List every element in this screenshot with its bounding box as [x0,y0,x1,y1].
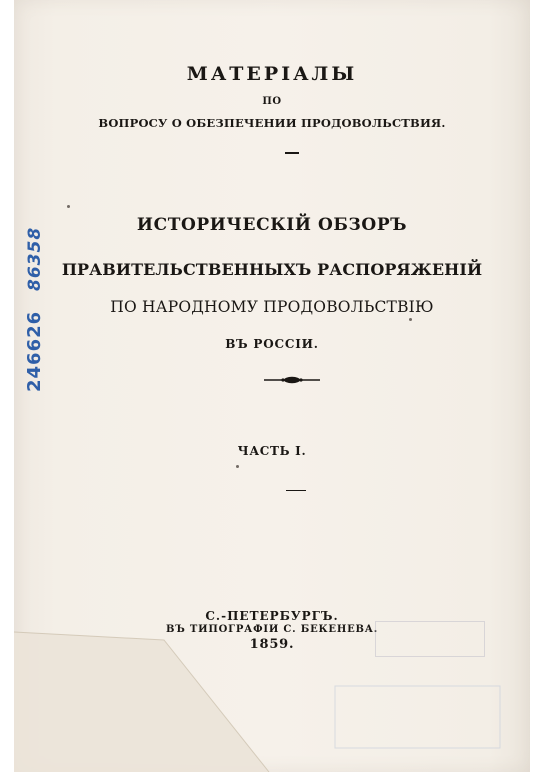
paper-speck [236,465,239,468]
paper-speck [409,318,412,321]
main-title-line-3: ПО НАРОДНОМУ ПРОДОВОЛЬСТВІЮ [110,298,434,316]
short-divider [285,152,299,154]
imprint-city: С.-ПЕТЕРБУРГЪ. [205,609,339,623]
document-title: МАТЕРІАЛЫ [186,63,358,85]
main-title-line-1: ИСТОРИЧЕСКІЙ ОБЗОРЪ [136,215,408,235]
main-title-line-4: ВЪ РОССІИ. [225,337,319,351]
library-stamp [22,206,50,392]
subtitle-line: ВОПРОСУ О ОБЕЗПЕЧЕНИИ ПРОДОВОЛЬСТВИЯ. [98,116,446,130]
svg-text:86358: 86358 [25,226,45,291]
paper-speck [67,205,70,208]
imprint-printer: ВЪ ТИПОГРАФІИ С. БЕКЕНЕВА. [166,624,378,635]
main-title-line-2: ПРАВИТЕЛЬСТВЕННЫХЪ РАСПОРЯЖЕНІЙ [61,260,483,279]
imprint-year: 1859. [249,637,295,652]
part-label: ЧАСТЬ I. [237,444,307,458]
svg-text:246626: 246626 [24,310,45,392]
faint-library-stamp [375,621,485,657]
preposition-line: ПО [262,96,282,107]
decorative-ornament [262,373,322,387]
thin-divider [286,490,306,491]
